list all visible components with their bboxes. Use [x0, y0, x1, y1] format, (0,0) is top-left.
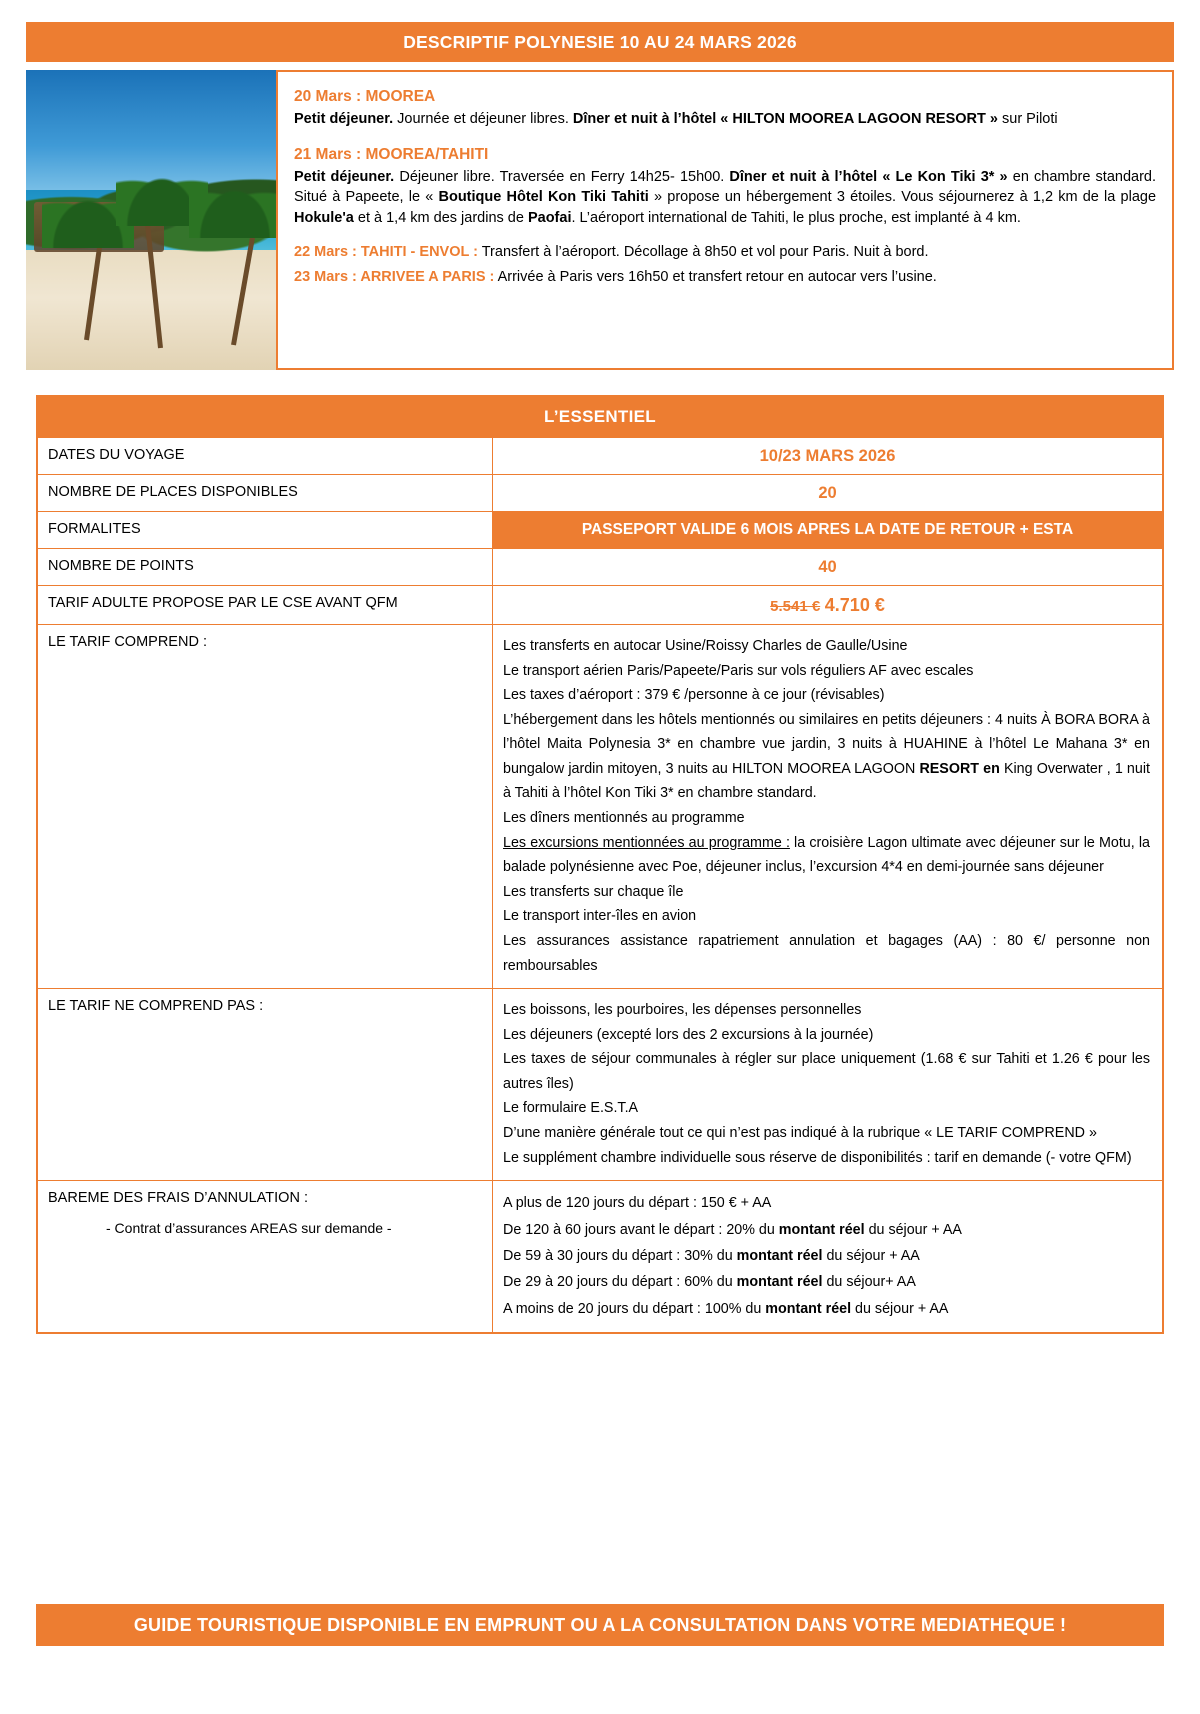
list-item: Les déjeuners (excepté lors des 2 excursions à la journée)	[503, 1026, 874, 1043]
bareme-note-text: - Contrat d’assurances AREAS sur demande -	[106, 1220, 392, 1237]
row-label-comprend: LE TARIF COMPREND :	[38, 625, 493, 989]
program-day-21-title: 21 Mars : MOOREA/TAHITI	[294, 145, 489, 163]
row-value-bareme	[493, 1181, 1163, 1333]
list-item: De 29 à 20 jours du départ : 60% du montant réel du séjour+ AA	[503, 1274, 916, 1291]
program-day-20-body: Petit déjeuner. Journée et déjeuner libres. Dîner et nuit à l’hôtel « HILTON MOOREA LAGOON RESORT » sur Piloti	[294, 111, 1058, 127]
table-row	[38, 397, 1163, 438]
row-value-non-comprend	[493, 989, 1163, 1181]
row-value-formalites: PASSEPORT VALIDE 6 MOIS APRES LA DATE DE RETOUR + ESTA	[493, 512, 1163, 549]
row-value-dates: 10/23 MARS 2026	[493, 438, 1163, 475]
row-value-tarif	[493, 586, 1163, 625]
program-day-22-title: 22 Mars : TAHITI - ENVOL :	[294, 244, 478, 261]
program-day-23	[294, 267, 1156, 288]
table-row	[38, 1181, 1163, 1333]
list-item: De 59 à 30 jours du départ : 30% du montant réel du séjour + AA	[503, 1248, 920, 1265]
table-row	[38, 989, 1163, 1181]
list-item: Les taxes d’aéroport : 379 € /personne à ce jour (révisables)	[503, 687, 885, 704]
price-new: 4.710 €	[824, 595, 885, 615]
list-item: Les taxes de séjour communales à régler sur place uniquement (1.68 € sur Tahiti et 1.26 € pour les autres îles)	[503, 1051, 1150, 1092]
list-item: Les assurances assistance rapatriement annulation et bagages (AA) : 80 €/ personne non remboursables	[503, 932, 1150, 974]
list-item: De 120 à 60 jours avant le départ : 20% du montant réel du séjour + AA	[503, 1221, 962, 1238]
table-row	[38, 625, 1163, 989]
list-item: D’une manière générale tout ce qui n’est pas indiqué à la rubrique « LE TARIF COMPREND »	[503, 1124, 1097, 1141]
program-section	[26, 70, 1174, 370]
row-label-non-comprend: LE TARIF NE COMPREND PAS :	[38, 989, 493, 1181]
list-item: Les dîners mentionnés au programme	[503, 810, 745, 827]
program-day-20	[294, 86, 1156, 130]
program-day-22-body: Transfert à l’aéroport. Décollage à 8h50 et vol pour Paris. Nuit à bord.	[477, 244, 929, 261]
program-day-23-body: Arrivée à Paris vers 16h50 et transfert retour en autocar vers l’usine.	[494, 268, 937, 285]
table-row	[38, 475, 1163, 512]
table-row	[38, 512, 1163, 549]
list-item: Le supplément chambre individuelle sous réserve de disponibilités : tarif en demande (- votre QFM)	[503, 1149, 1132, 1166]
list-item: Les transferts sur chaque île	[503, 883, 684, 900]
table-row	[38, 438, 1163, 475]
row-value-points: 40	[493, 549, 1163, 586]
row-label-bareme	[38, 1181, 493, 1333]
list-item: Les excursions mentionnées au programme : la croisière Lagon ultimate avec déjeuner sur le Motu, la balade polynésienne avec Poe, déjeuner inclus, l’excursion 4*4 en demi-journée sans déjeuner	[503, 834, 1150, 876]
bareme-label-text: BAREME DES FRAIS D’ANNULATION :	[48, 1190, 308, 1207]
row-value-comprend	[493, 625, 1163, 989]
essential-table	[37, 396, 1163, 1333]
row-value-places: 20	[493, 475, 1163, 512]
program-day-20-title: 20 Mars : MOOREA	[294, 88, 436, 105]
row-label-dates: DATES DU VOYAGE	[38, 438, 493, 475]
table-row	[38, 549, 1163, 586]
list-item: Le transport aérien Paris/Papeete/Paris sur vols réguliers AF avec escales	[503, 662, 974, 679]
footer-banner: GUIDE TOURISTIQUE DISPONIBLE EN EMPRUNT OU A LA CONSULTATION DANS VOTRE MEDIATHEQUE !	[36, 1604, 1164, 1646]
essential-table-header: L’ESSENTIEL	[38, 397, 1163, 438]
essential-table-wrapper	[36, 395, 1164, 1334]
program-day-21-body: Petit déjeuner. Déjeuner libre. Traversée en Ferry 14h25- 15h00. Dîner et nuit à l’hôtel « Le Kon Tiki 3* » en chambre standard. Situé à Papeete, le « Boutique Hôtel Kon Tiki Tahiti » propose un hébergement 3 étoiles. Vous séjournerez à 1,2 km de la plage Hokule'a et à 1,4 km des jardins de Paofai. L’aéroport international de Tahiti, le plus proche, est implanté à 4 km.	[294, 168, 1157, 226]
list-item: Le transport inter-îles en avion	[503, 908, 697, 925]
row-label-places: NOMBRE DE PLACES DISPONIBLES	[38, 475, 493, 512]
row-label-formalites: FORMALITES	[38, 512, 493, 549]
list-item: A plus de 120 jours du départ : 150 € + AA	[503, 1195, 772, 1212]
list-item: A moins de 20 jours du départ : 100% du montant réel du séjour + AA	[503, 1300, 949, 1317]
list-item: Le formulaire E.S.T.A	[503, 1100, 639, 1117]
program-day-23-title: 23 Mars : ARRIVEE A PARIS :	[294, 268, 495, 285]
program-day-22	[294, 242, 1156, 263]
row-label-points: NOMBRE DE POINTS	[38, 549, 493, 586]
price-old: 5.541 €	[770, 598, 821, 615]
table-row	[38, 586, 1163, 625]
program-day-21	[294, 144, 1156, 229]
list-item: L’hébergement dans les hôtels mentionnés ou similaires en petits déjeuners : 4 nuits À BORA BORA à l’hôtel Maita Polynesia 3* en chambre vue jardin, 3 nuits à HUAHINE à l’hôtel Le Mahana 3* en bungalow jardin mitoyen, 3 nuits au HILTON MOOREA LAGOON RESORT en King Overwater , 1 nuit à Tahiti à l’hôtel Kon Tiki 3* en chambre standard.	[503, 711, 1150, 802]
document-title-banner: DESCRIPTIF POLYNESIE 10 AU 24 MARS 2026	[26, 22, 1174, 62]
program-text	[276, 70, 1174, 370]
list-item: Les transferts en autocar Usine/Roissy Charles de Gaulle/Usine	[503, 638, 908, 654]
list-item: Les boissons, les pourboires, les dépenses personnelles	[503, 1002, 862, 1019]
row-label-tarif: TARIF ADULTE PROPOSE PAR LE CSE AVANT QFM	[38, 586, 493, 625]
beach-photo	[26, 70, 276, 370]
